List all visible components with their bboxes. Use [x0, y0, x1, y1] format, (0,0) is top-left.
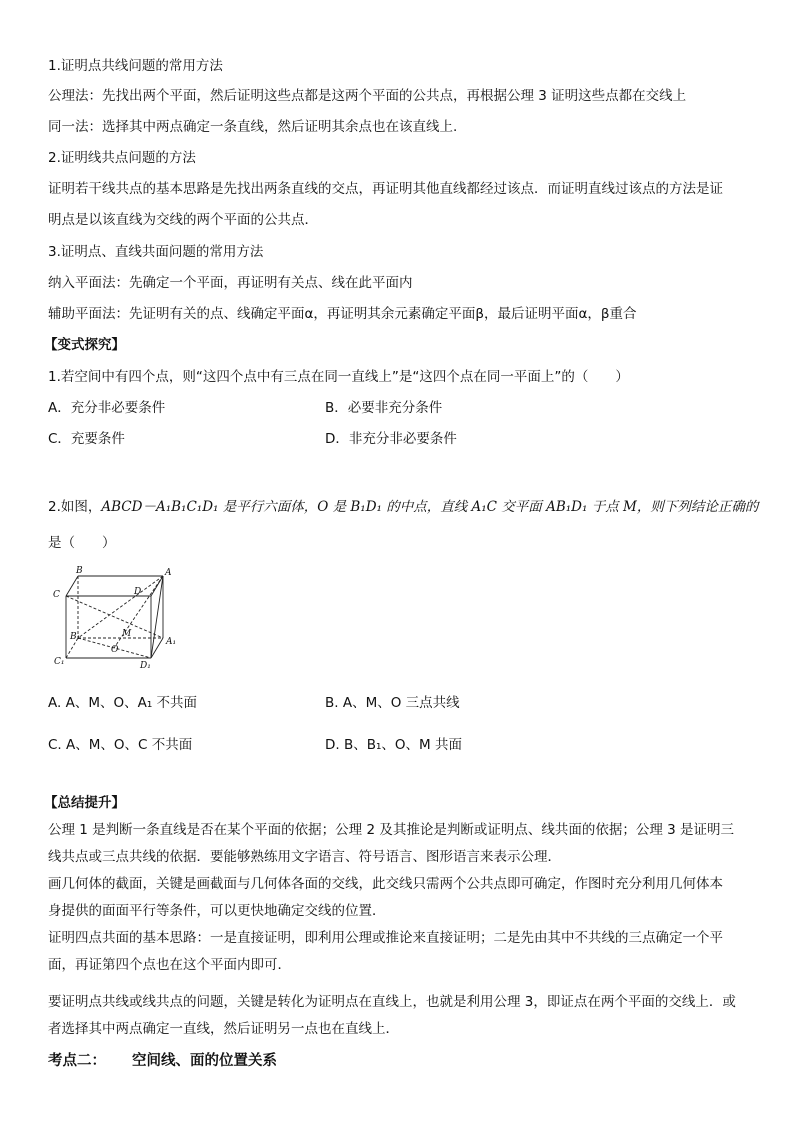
- label-C1: C₁: [54, 657, 65, 667]
- q2-stem-end: 是（ ）: [48, 535, 116, 551]
- parallelepiped-figure: [48, 566, 190, 670]
- label-C: C: [53, 590, 60, 600]
- q1-option-b: B．必要非充分条件: [325, 400, 443, 416]
- q2-option-d: D. B、B₁、O、M 共面: [325, 737, 462, 753]
- section2-line1: 证明若干线共点的基本思路是先找出两条直线的交点，再证明其他直线都经过该点．而证明直线过该点的方法是证: [48, 181, 723, 197]
- section2-line2: 明点是以该直线为交线的两个平面的公共点．: [48, 212, 318, 228]
- section3-line1: 纳入平面法：先确定一个平面，再证明有关点、线在此平面内: [48, 275, 413, 291]
- summary-p4-line1: 要证明点共线或线共点的问题，关键是转化为证明点在直线上，也就是利用公理 3，即证点在两个平面的交线上．或: [48, 994, 736, 1010]
- summary-p3-line1: 证明四点共面的基本思路：一是直接证明，即利用公理或推论来直接证明；二是先由其中不共线的三点确定一个平: [48, 930, 723, 946]
- section1-line2: 同一法：选择其中两点确定一条直线，然后证明其余点也在该直线上.: [48, 119, 458, 135]
- summary-p1-line2: 线共点或三点共线的依据．要能够熟练用文字语言、符号语言、图形语言来表示公理．: [48, 849, 561, 865]
- summary-heading: 【总结提升】: [44, 795, 125, 811]
- section3-title: 3.证明点、直线共面问题的常用方法: [48, 244, 264, 260]
- q2-option-c: C. A、M、O、C 不共面: [48, 737, 193, 753]
- variant-heading: 【变式探究】: [44, 337, 125, 353]
- label-A: A: [165, 568, 172, 578]
- section3-line2: 辅助平面法：先证明有关的点、线确定平面α，再证明其余元素确定平面β，最后证明平面α，β重合: [48, 306, 637, 322]
- label-B1: B₁: [70, 632, 81, 642]
- topic2-title: 空间线、面的位置关系: [132, 1053, 277, 1069]
- section2-title: 2.证明线共点问题的方法: [48, 150, 196, 166]
- topic2-heading: [48, 1052, 277, 1070]
- q2-stem-main: ABCD－A₁B₁C₁D₁ 是平行六面体，O 是 B₁D₁ 的中点，直线 A₁C 交平面 AB₁D₁ 于点 M，则下列结论正确的: [101, 499, 759, 515]
- label-B: B: [76, 566, 83, 576]
- q2-stem-prefix: 2.如图，: [48, 499, 102, 515]
- summary-p4-line2: 者选择其中两点确定一直线，然后证明另一点也在直线上．: [48, 1021, 399, 1037]
- label-D1: D₁: [140, 661, 151, 670]
- q1-option-c: C．充要条件: [48, 431, 125, 447]
- summary-p1-line1: 公理 1 是判断一条直线是否在某个平面的依据；公理 2 及其推论是判断或证明点、线共面的依据；公理 3 是证明三: [48, 822, 735, 838]
- label-M: M: [122, 629, 132, 639]
- q2-option-b: B. A、M、O 三点共线: [325, 695, 460, 711]
- summary-p2-line2: 身提供的面面平行等条件，可以更快地确定交线的位置．: [48, 903, 386, 919]
- label-A1: A₁: [166, 637, 177, 647]
- q2-stem-line1: [48, 498, 758, 516]
- summary-p2-line1: 画几何体的截面，关键是画截面与几何体各面的交线，此交线只需两个公共点即可确定，作图时充分利用几何体本: [48, 876, 723, 892]
- topic2-label: 考点二：: [48, 1053, 106, 1069]
- label-D: D: [134, 587, 142, 597]
- q2-option-a: A. A、M、O、A₁ 不共面: [48, 695, 198, 711]
- section1-title: 1.证明点共线问题的常用方法: [48, 58, 223, 74]
- label-O: O: [111, 645, 119, 655]
- section1-line1: 公理法：先找出两个平面，然后证明这些点都是这两个平面的公共点，再根据公理 3 证明这些点都在交线上: [48, 88, 687, 104]
- q1-stem: 1.若空间中有四个点，则“这四个点中有三点在同一直线上”是“这四个点在同一平面上”的（ ）: [48, 369, 629, 385]
- q1-option-a: A．充分非必要条件: [48, 400, 166, 416]
- q1-option-d: D．非充分非必要条件: [325, 431, 457, 447]
- summary-p3-line2: 面，再证第四个点也在这个平面内即可．: [48, 957, 291, 973]
